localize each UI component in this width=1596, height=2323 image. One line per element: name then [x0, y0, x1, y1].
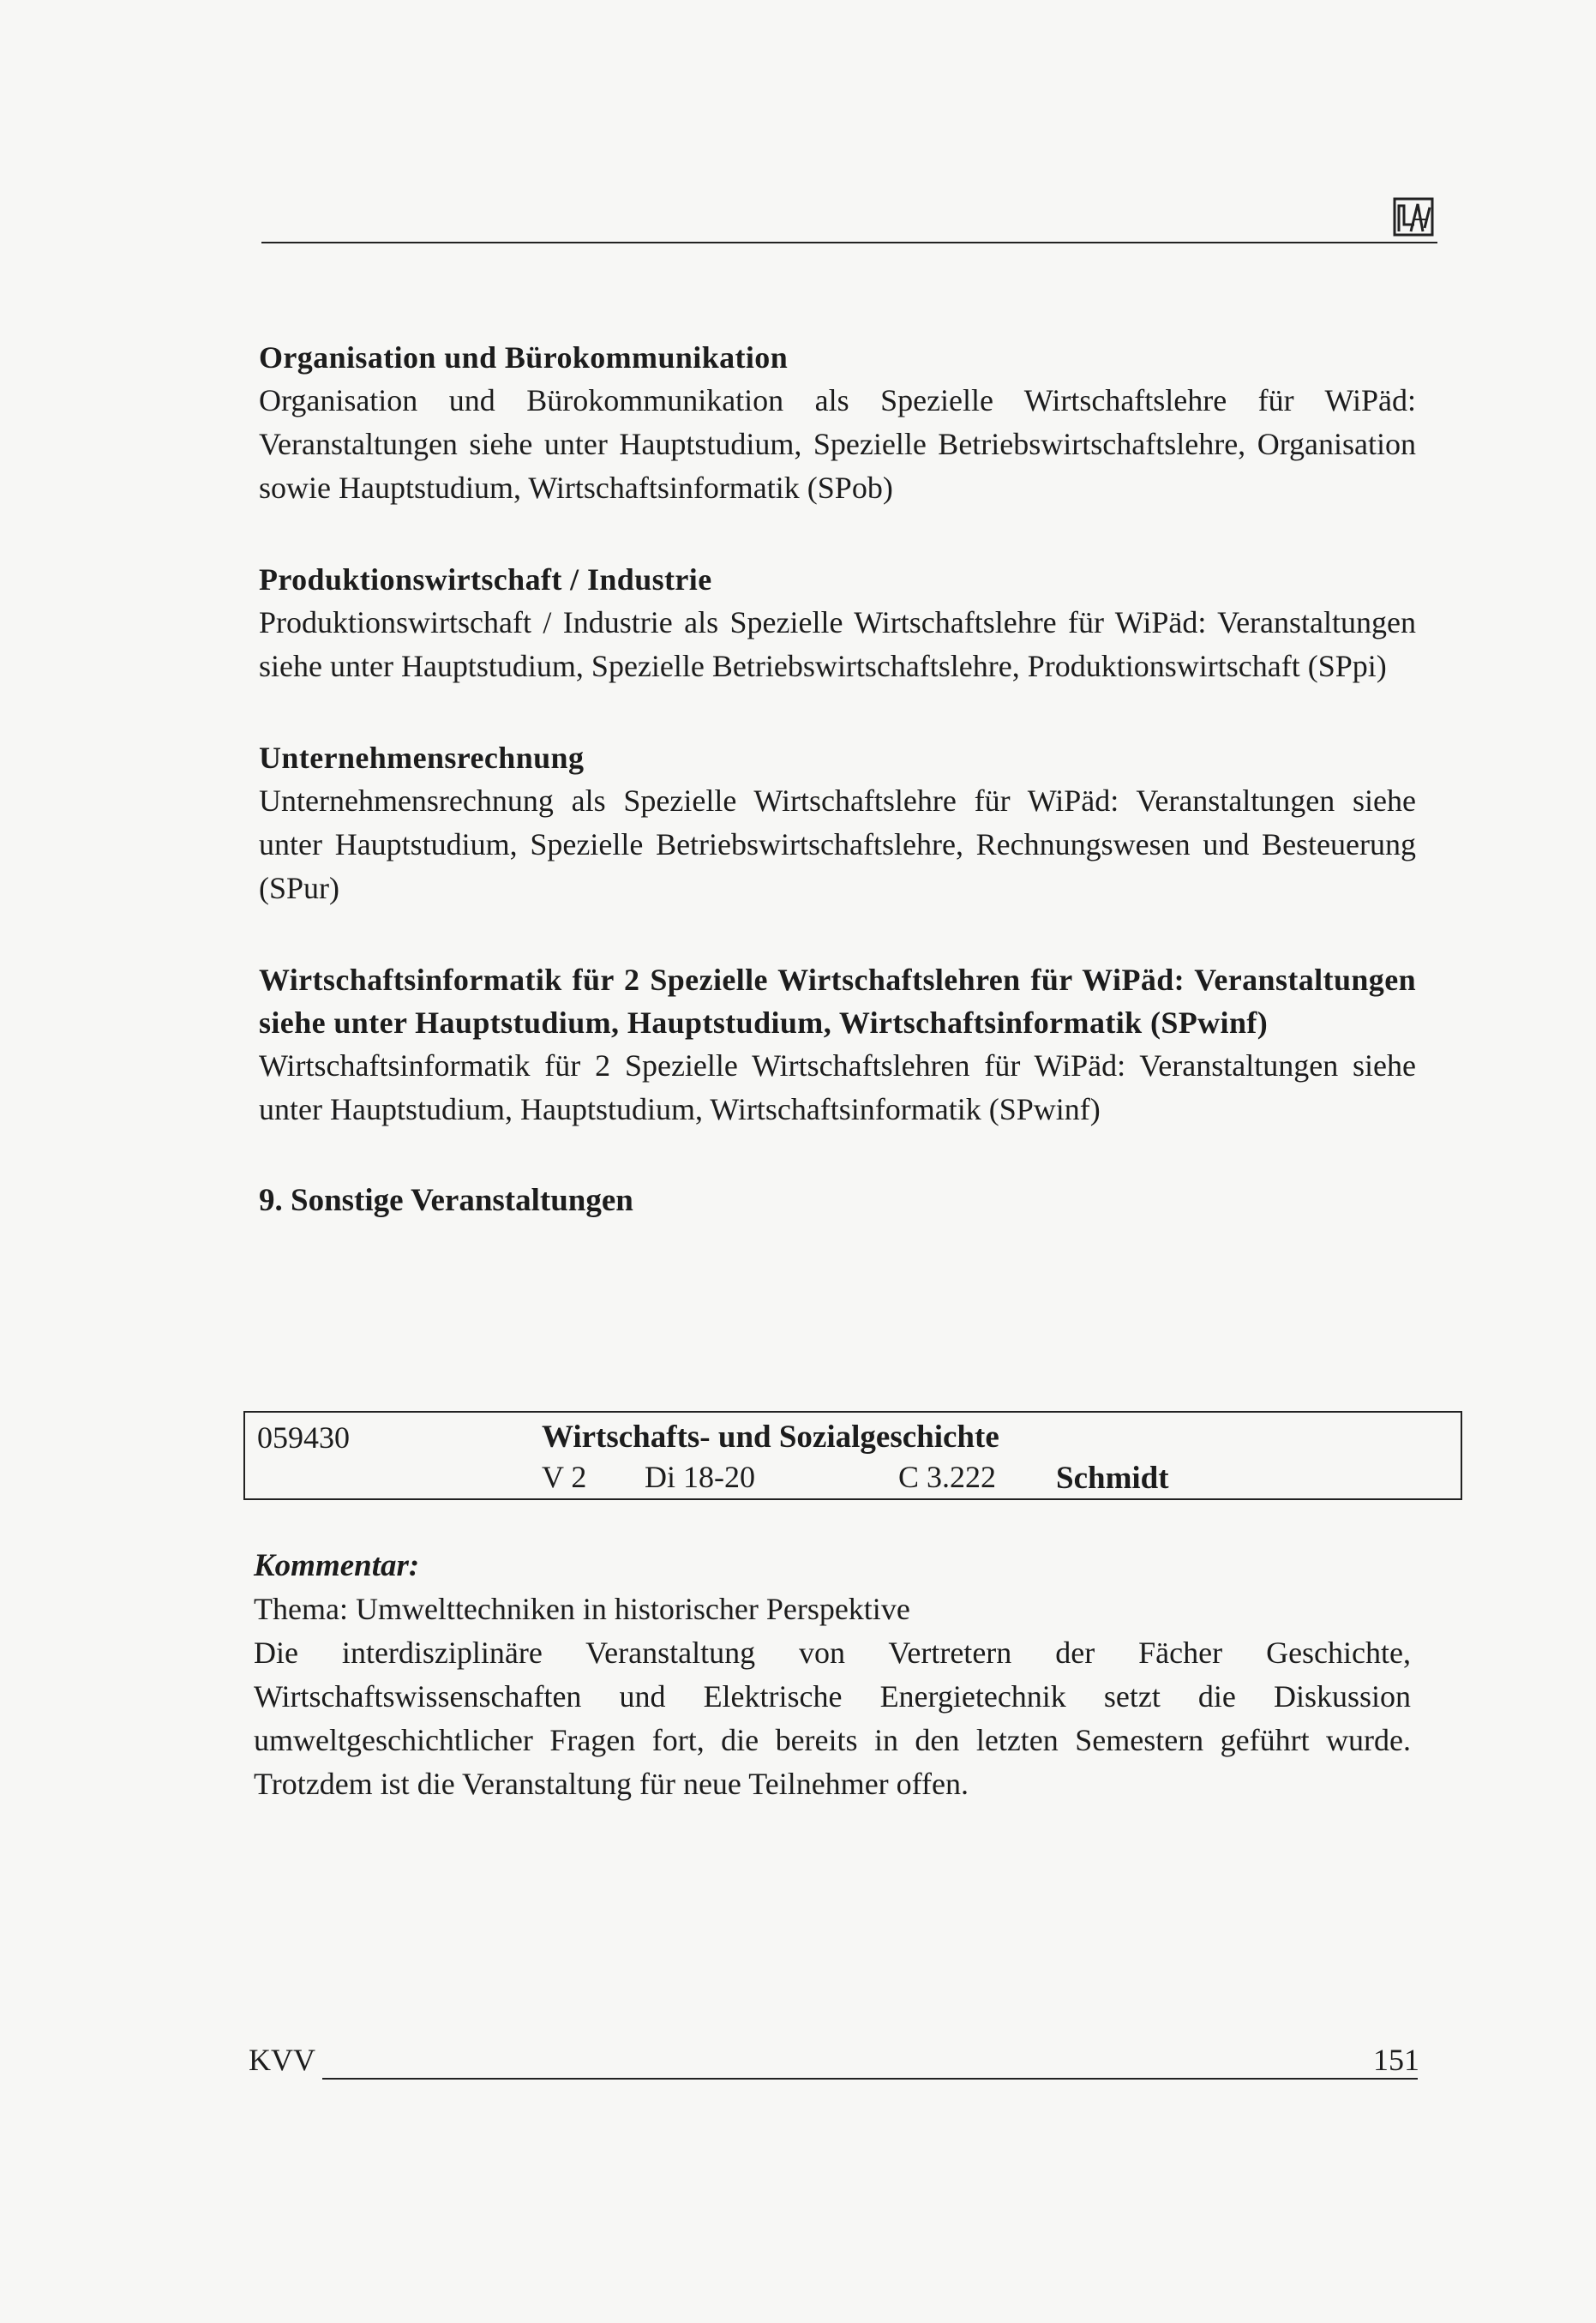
section-title: Produktionswirtschaft / Industrie — [259, 562, 712, 597]
section-organisation — [259, 336, 1416, 510]
section-wirtschaftsinformatik — [259, 958, 1416, 1131]
commentary-text: Die interdisziplinäre Veranstaltung von Vertretern der Fächer Geschichte, Wirtschaftswissenschaften und Elektrische Energietechnik setzt die Diskussion umweltgeschichtlicher Fragen fort, die bereits in den letzten Semestern geführt wurde. Trotzdem ist die Veranstaltung für neue Teilnehmer offen. — [254, 1636, 1411, 1801]
section-title: Organisation und Bürokommunikation — [259, 340, 789, 375]
course-time: Di 18-20 — [645, 1460, 755, 1494]
course-id: 059430 — [257, 1420, 350, 1455]
course-type: V 2 — [542, 1460, 587, 1494]
section-produktionswirtschaft — [259, 558, 1416, 688]
section-title: Unternehmensrechnung — [259, 741, 585, 775]
section-text: Unternehmensrechnung als Spezielle Wirtschaftslehre für WiPäd: Veranstaltungen siehe unter Hauptstudium, Spezielle Betriebswirtschaftslehre, Rechnungswesen und Besteuerung (SPur) — [259, 783, 1416, 905]
page-number: 151 — [1373, 2043, 1419, 2077]
commentary — [254, 1545, 1411, 1806]
course-title: Wirtschafts- und Sozialgeschichte — [542, 1420, 999, 1455]
course-room: C 3.222 — [898, 1460, 997, 1494]
main-content — [259, 336, 1416, 1222]
commentary-label: Kommentar: — [254, 1548, 420, 1583]
header-rule — [261, 242, 1437, 243]
section-text: Wirtschaftsinformatik für 2 Spezielle Wirtschaftslehren für WiPäd: Veranstaltungen siehe unter Hauptstudium, Hauptstudium, Wirtschaftsinformatik (SPwinf) — [259, 1048, 1416, 1126]
section-text: Produktionswirtschaft / Industrie als Spezielle Wirtschaftslehre für WiPäd: Veranstaltungen siehe unter Hauptstudium, Spezielle Betriebswirtschaftslehre, Produktionswirtschaft (SPpi) — [259, 605, 1416, 683]
section-unternehmensrechnung — [259, 736, 1416, 910]
university-logo-icon — [1392, 194, 1435, 238]
section-title: Wirtschaftsinformatik für 2 Spezielle Wirtschaftslehren für WiPäd: Veranstaltungen siehe unter Hauptstudium, Hauptstudium, Wirtschaftsinformatik (SPwinf) — [259, 963, 1416, 1040]
commentary-topic: Thema: Umwelttechniken in historischer Perspektive — [254, 1592, 910, 1626]
chapter-title: 9. Sonstige Veranstaltungen — [259, 1183, 633, 1218]
course-entry — [243, 1411, 1462, 1500]
footer-rule — [322, 2078, 1418, 2080]
course-lecturer: Schmidt — [1056, 1461, 1169, 1496]
section-text: Organisation und Bürokommunikation als Spezielle Wirtschaftslehre für WiPäd: Veranstaltungen siehe unter Hauptstudium, Spezielle Betriebswirtschaftslehre, Organisation sowie Hauptstudium, Wirtschaftsinformatik (SPob) — [259, 383, 1416, 505]
footer-label: KVV — [249, 2043, 315, 2077]
